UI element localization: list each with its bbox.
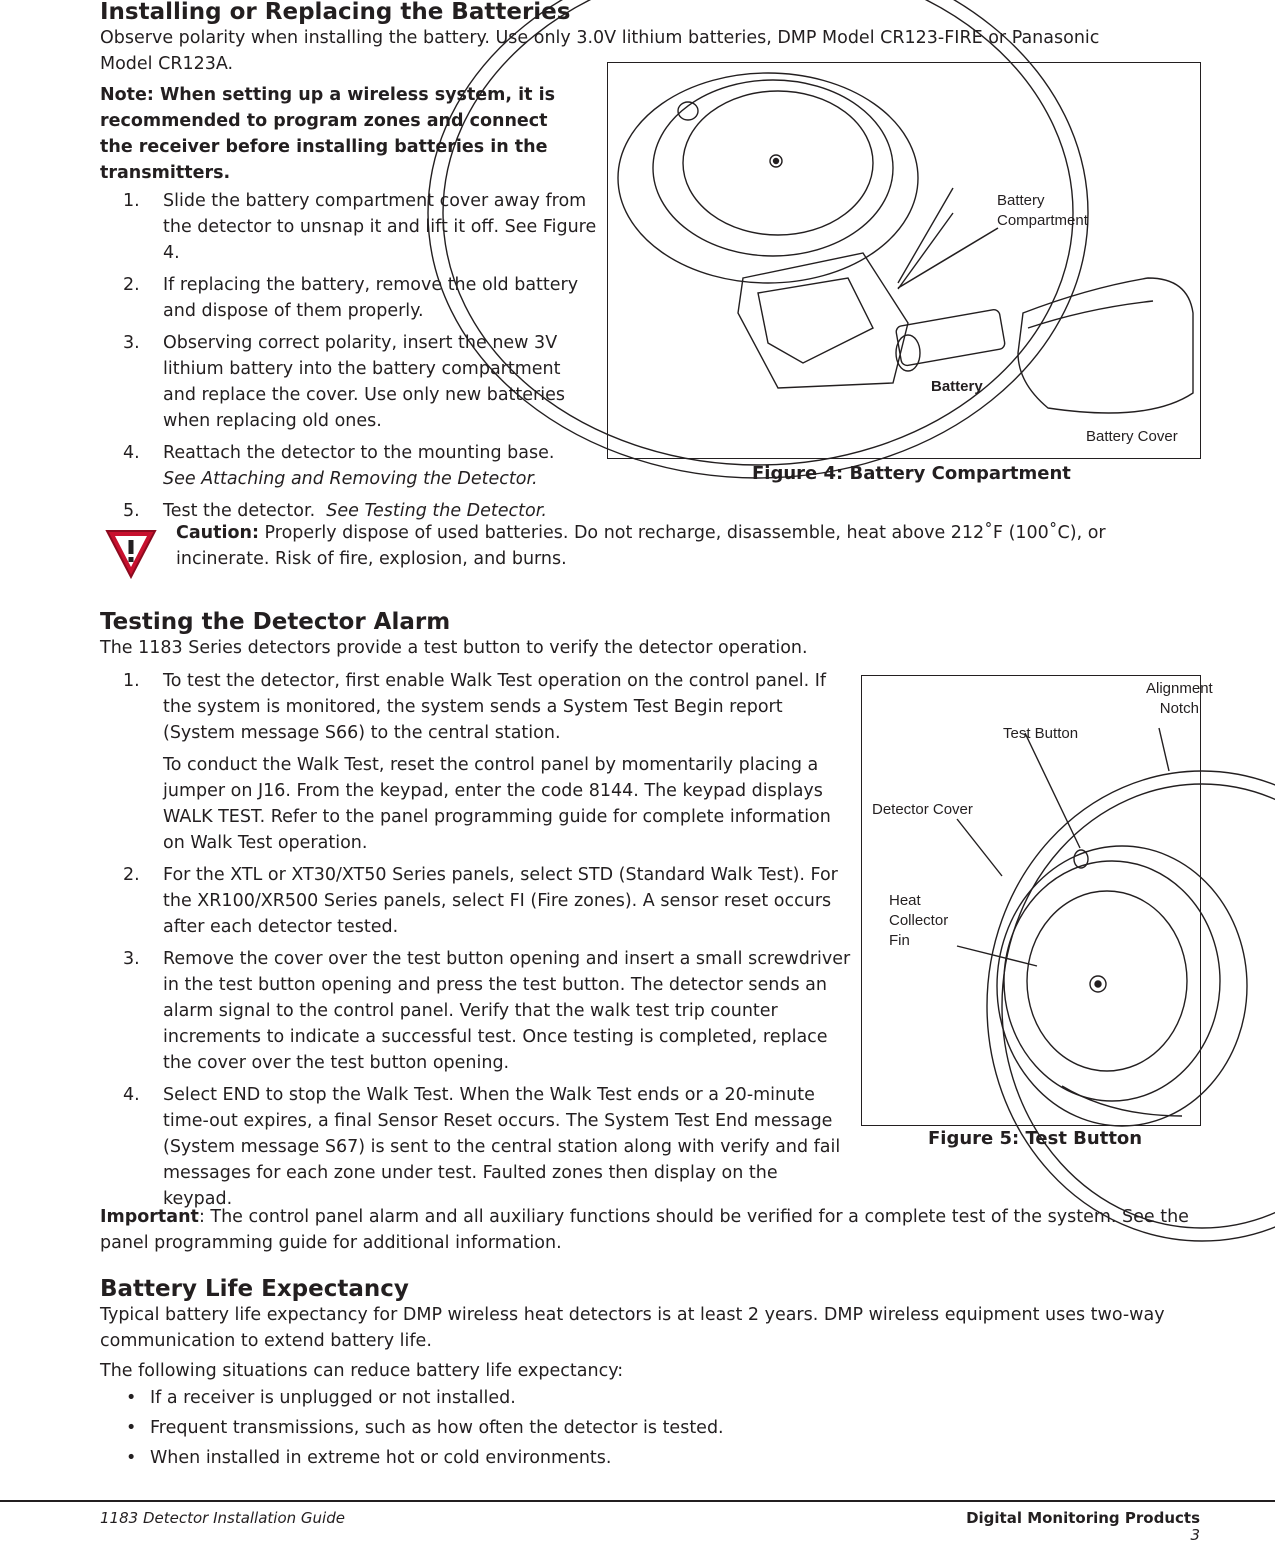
bullet-dot: • [126,1388,137,1408]
bullet-text: If a receiver is unplugged or not installed. [150,1388,516,1408]
step-text: Remove the cover over the test button opening and insert a small screwdriver in the test button opening and press the test button. The detector sends an alarm signal to the control panel. Verify that the walk test trip counter increments to indicate a successful test. Once testing is completed, replace the cover over the test button opening. [163,949,851,1073]
testing-step-1 [123,668,851,856]
footer-company: Digital Monitoring Products [966,1509,1200,1527]
note-paragraph: Note: When setting up a wireless system, it is recommended to program zones and connect the receiver before installing batteries in the transmitters. [100,85,556,183]
figure-4-battery-compartment [607,62,1201,459]
step-text: Reattach the detector to the mounting base. [163,443,555,463]
callout-line: Collector [889,912,949,929]
caution-paragraph [176,520,1186,572]
battery-life-intro: Typical battery life expectancy for DMP wireless heat detectors is at least 2 years. DMP wireless equipment uses two-way communication to extend battery life. [100,1305,1165,1351]
footer-rule [0,1500,1275,1502]
step-number: 1. [123,671,140,691]
step-cross-reference[interactable]: See Testing the Detector. [326,501,547,521]
step-text: To test the detector, first enable Walk Test operation on the control panel. If the system is monitored, the system sends a System Test Begin report (System message S66) to the central station. [163,671,827,743]
step-number: 4. [123,1085,140,1105]
important-text: : The control panel alarm and all auxiliary functions should be verified for a complete test of the system. See the panel programming guide for additional information. [100,1207,1189,1253]
callout-line: Compartment [997,212,1088,229]
callout-heat-collector-fin [889,891,948,951]
bullet-dot: • [126,1418,137,1438]
step-number: 2. [123,275,140,295]
step-text: Test the detector. [163,501,327,521]
callout-line: Alignment [1146,680,1213,697]
battery-life-bullets [126,1385,1026,1471]
bullet-text: When installed in extreme hot or cold environments. [150,1448,612,1468]
battery-step-4 [123,440,598,492]
battery-step-2 [123,272,598,324]
figure-5-caption: Figure 5: Test Button [928,1128,1143,1149]
testing-step-4 [123,1082,851,1212]
callout-battery: Battery [931,378,983,395]
battery-step-1 [123,188,598,266]
bullet-item [126,1445,1026,1471]
bullet-dot: • [126,1448,137,1468]
step-number: 5. [123,501,140,521]
callout-alignment-notch [1146,679,1213,719]
caution-label: Caution: [176,523,259,543]
callout-battery-cover: Battery Cover [1086,428,1178,445]
section-heading-battery-life: Battery Life Expectancy [100,1276,409,1302]
page-number: 3 [1190,1526,1200,1544]
testing-step-2 [123,862,851,940]
important-paragraph [100,1204,1200,1256]
step-text: Observing correct polarity, insert the new 3V lithium battery into the battery compartment and replace the cover. Use only new batteries when replacing old ones. [163,333,565,431]
step-cross-reference[interactable]: See Attaching and Removing the Detector. [163,469,538,489]
step-number: 3. [123,949,140,969]
battery-life-lead: The following situations can reduce battery life expectancy: [100,1361,624,1381]
testing-intro: The 1183 Series detectors provide a test button to verify the detector operation. [100,638,808,658]
intro-line-1: Observe polarity when installing the battery. Use only 3.0V lithium batteries, DMP Model CR123-FIRE or Panasonic [100,28,1100,48]
testing-steps-list [123,668,851,1212]
figure-4-caption: Figure 4: Battery Compartment [752,463,1071,484]
callout-test-button: Test Button [1003,725,1079,742]
callout-line: Notch [1159,700,1199,717]
section-heading-batteries: Installing or Replacing the Batteries [100,0,571,25]
step-text: Slide the battery compartment cover away from the detector to unsnap it and lift it off. See Figure 4. [163,191,597,263]
testing-step-3 [123,946,851,1076]
caution-text: Properly dispose of used batteries. Do not recharge, disassemble, heat above 212˚F (100˚C), or incinerate. Risk of fire, explosion, and burns. [176,523,1106,569]
bullet-text: Frequent transmissions, such as how often the detector is tested. [150,1418,724,1438]
step-text: For the XTL or XT30/XT50 Series panels, select STD (Standard Walk Test). For the XR100/XR500 Series panels, select FI (Fire zones). A sensor reset occurs after each detector tested. [163,865,838,937]
callout-line: Battery [997,192,1045,209]
bullet-item [126,1415,1026,1441]
step-number: 2. [123,865,140,885]
step-text: Select END to stop the Walk Test. When the Walk Test ends or a 20-minute time-out expires, a final Sensor Reset occurs. The System Test End message (System message S67) is sent to the central station along with verify and fail messages for each zone under test. Faulted zones then display on the keypad. [163,1085,841,1209]
callout-detector-cover: Detector Cover [872,801,973,818]
callout-line: Fin [889,932,910,949]
important-label: Important [100,1207,199,1227]
footer-guide-title: 1183 Detector Installation Guide [100,1509,345,1527]
step-number: 4. [123,443,140,463]
warning-triangle-icon [104,525,158,579]
step-number: 3. [123,333,140,353]
callout-line: Heat [889,892,921,909]
intro-line-2: Model CR123A. [100,54,234,74]
step-text: If replacing the battery, remove the old battery and dispose of them properly. [163,275,579,321]
bullet-item [126,1385,1026,1411]
callout-battery-compartment [997,191,1088,231]
step-number: 1. [123,191,140,211]
battery-step-3 [123,330,598,434]
section-heading-testing: Testing the Detector Alarm [100,609,451,635]
battery-steps-list [123,188,598,524]
figure-5-test-button [861,675,1213,1126]
step-text: To conduct the Walk Test, reset the control panel by momentarily placing a jumper on J16. From the keypad, enter the code 8144. The keypad displays WALK TEST. Refer to the panel programming guide for complete information on Walk Test operation. [163,755,831,853]
battery-compartment-illustration [608,63,1200,458]
